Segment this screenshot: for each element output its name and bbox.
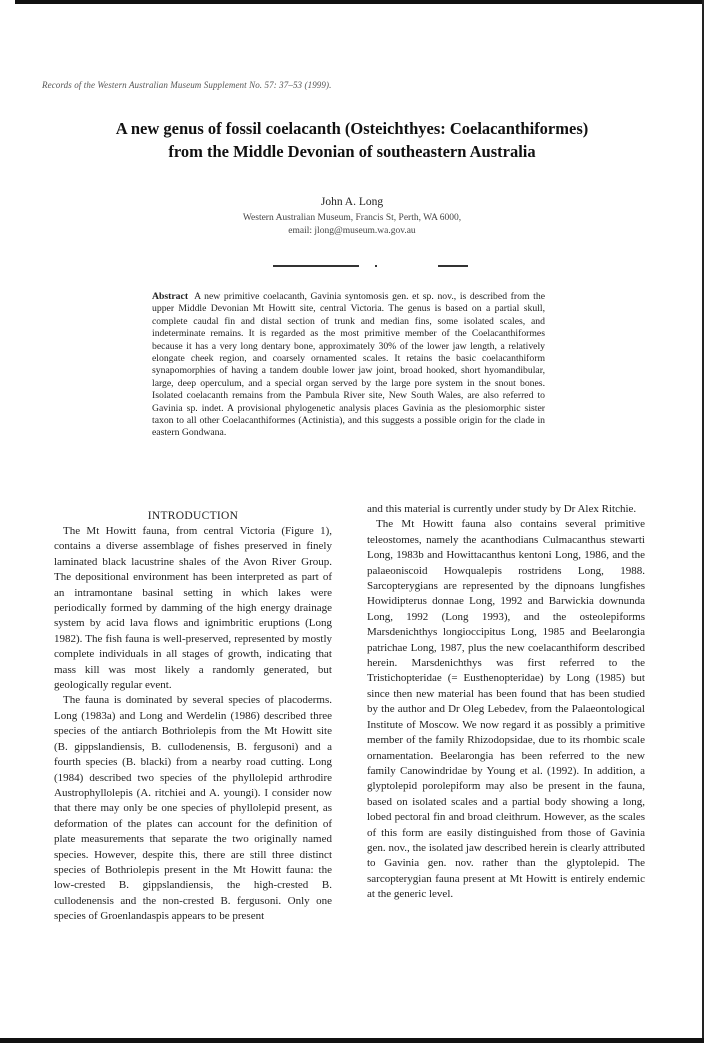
separator-rule-short — [438, 265, 468, 267]
scan-border-bottom — [0, 1038, 704, 1043]
abstract-label: Abstract — [152, 291, 189, 302]
body-paragraph: The fauna is dominated by several species of placoderms. Long (1983a) and Long and Werdelin (1986) described three species of the antiarch Bothriolepis from the Mt Howitt site (B. gippslandiensis, B. cullodenensis, B. fergusoni) and a fourth species (B. blacki) from a nearby road cutting. Long (1984) described two species of the phyllolepid arthrodire Austrophyllolepis (A. ritchiei and A. youngi). I consider now that there may only be one species of phyllolepid present, as deformation of the plates can account for the definition of plate measurements that separate the two originally named species. However, despite this, there are still three distinct species of Bothriolepis present in the Mt Howitt fauna: the low-crested B. gippslandiensis, the high-crested B. cullodenensis and the non-crested B. fergusoni. Only one species of Groenlandaspis appears to be present — [54, 694, 332, 923]
body-paragraph: and this material is currently under study by Dr Alex Ritchie. — [367, 503, 637, 515]
affiliation-address: Western Australian Museum, Francis St, Perth, WA 6000, — [242, 213, 462, 223]
body-column-left — [54, 508, 332, 925]
body-column-right — [367, 502, 645, 903]
affiliation-email: email: jlong@museum.wa.gov.au — [288, 226, 416, 236]
body-paragraph: The Mt Howitt fauna also contains several primitive teleostomes, namely the acanthodians Culmacanthus stewarti Long, 1983b and Howittacanthus kentoni Long, 1986, and the palaeoniscoid Howqualepis rostridens Long, 1988. Sarcopterygians are represented by the dipnoans lungfishes Howidipterus donnae Long, 1992 and Barwickia downunda Long, 1992 (Long 1993), and the osteolepiforms Marsdenichthys longioccipitus Long, 1985 and Beelarongia patrichae Long, 1987, plus the new coelacanthiform described herein. Marsdenichthys was first referred to the Tristichopteridae (= Eusthenopteridae) by Long (1985) but since then new material has been found that has been studied by the author and Dr Oleg Lebedev, from the Palaeontological Institute of Moscow. We now regard it as possibly a primitive member of the family Rhizodopsidae, due to its rhombic scale ornamentation. Beelarongia has been referred to the new family Canowindridae by Young et al. (1992). In addition, a glyptolepid porolepiform may also be present in the fauna, based on isolated scales and a partial body showing a long, lobed pectoral fin and broad cleithrum. However, as the scales of this form are easily distinguished from those of Gavinia gen. nov., the isolated jaw described herein is clearly attributed to Gavinia gen. nov. rather than the glyptolepid. The sarcopterygian fauna present at Mt Howitt is entirely endemic at the generic level. — [367, 518, 645, 901]
paper-title — [40, 117, 664, 163]
body-paragraph: The Mt Howitt fauna, from central Victoria (Figure 1), contains a diverse assemblage of fishes preserved in finely laminated black lacustrine shales of the Avon River Group. The depositional environment has been interpreted as part of an intramontane basinal setting in which lakes were periodically formed by damming of the high energy drainage system by acid lava flows and ignimbritic eruptions (Long 1982). The fish fauna is well-preserved, represented by mostly complete individuals in all stages of growth, indicating that mass kill was most likely a randomly generated, but geologically regular event. — [54, 525, 332, 692]
section-heading-introduction: INTRODUCTION — [147, 510, 239, 522]
scan-border-top — [15, 0, 702, 4]
title-line-2: from the Middle Devonian of southeastern Australia — [168, 142, 536, 161]
title-line-1: A new genus of fossil coelacanth (Osteichthyes: Coelacanthiformes) — [115, 119, 589, 138]
separator-dot — [375, 265, 377, 267]
separator-rule — [273, 265, 359, 267]
running-head: Records of the Western Australian Museum Supplement No. 57: 37–53 (1999). — [42, 80, 332, 90]
abstract-text: A new primitive coelacanth, Gavinia syntomosis gen. et sp. nov., is described from the upper Middle Devonian Mt Howitt site, central Victoria. The genus is based on a partial skull, complete caudal fin and distal section of trunk and median fins, some isolated scales, and indeterminate remains. It is regarded as the most primitive member of the Coelacanthiformes because it has a very long dentary bone, approximately 30% of the lower jaw length, a relatively elongate cheek region, and coarsely ornamented scales. It retains the basic coelacanthiform synapomorphies of having a tandem double lower jaw joint, broad hooked, short hyomandibular, large, deep operculum, and a special organ served by the large pore system in the snout bones. Isolated coelacanth remains from the Pambula River site, New South Wales, are also referred to Gavinia sp. indet. A provisional phylogenetic analysis places Gavinia as the plesiomorphic sister taxon to all other Coelacanthiformes (Actinistia), and this suggests a possible origin for the clade in eastern Gondwana. — [152, 291, 545, 439]
abstract — [152, 291, 545, 440]
author-name: John A. Long — [320, 196, 384, 208]
author-affiliation — [0, 212, 704, 238]
